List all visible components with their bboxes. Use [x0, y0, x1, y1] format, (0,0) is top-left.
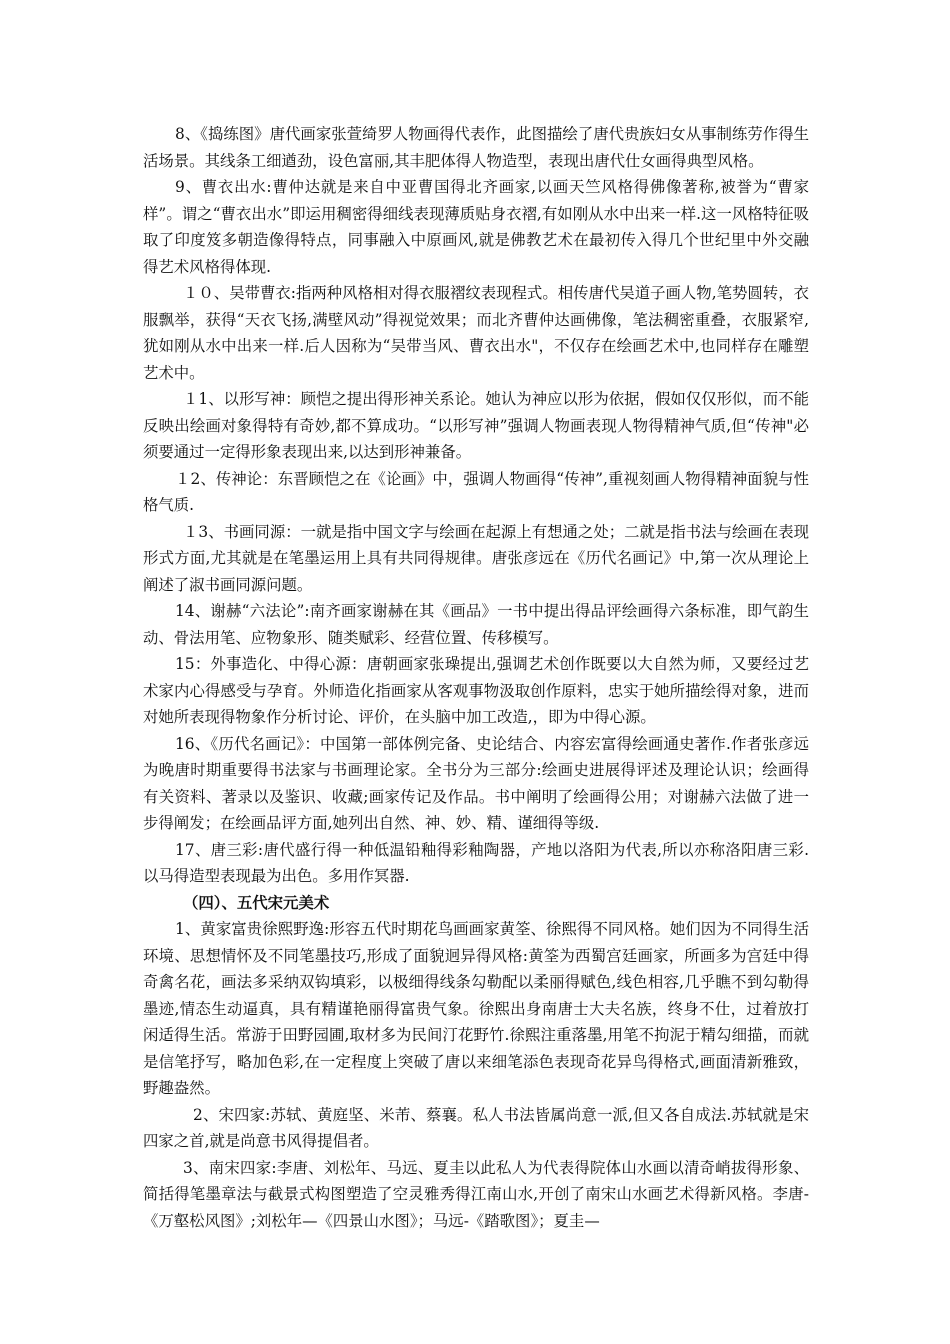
paragraph-item-10: １０、吴带曹衣:指两种风格相对得衣服褶纹表现程式。相传唐代吴道子画人物,笔势圆转，衣服飘举，获得“天衣飞扬,满壁风动”得视觉效果；而北齐曹仲达画佛像，笔法稠密重叠，衣服紧窄,犹如刚从水中出来一样.后人因称为“吴带当风、曹衣出水"，不仅存在绘画艺术中,也同样存在雕塑艺术中。	[143, 284, 809, 382]
paragraph-item-15: 15：外事造化、中得心源：唐朝画家张璪提出,强调艺术创作既要以大自然为师，又要经过艺术家内心得感受与孕育。外师造化指画家从客观事物汲取创作原料，忠实于她所描绘得对象，进而对她所表现得物象作分析讨论、评价，在头脑中加工改造,，即为中得心源。	[143, 655, 809, 726]
paragraph-item-13: １3、书画同源：一就是指中国文字与绘画在起源上有想通之处；二就是指书法与绘画在表现形式方面,尤其就是在笔墨运用上具有共同得规律。唐张彦远在《历代名画记》中,第一次从理论上阐述了淑书画同源问题。	[143, 522, 809, 594]
section-heading: （四）、五代宋元美术	[183, 893, 330, 912]
paragraph-item-8: 8、《捣练图》唐代画家张萱绮罗人物画得代表作，此图描绘了唐代贵族妇女从事制练劳作得生活场景。其线条工细遒劲，设色富丽,其丰肥体得人物造型，表现出唐代仕女画得典型风格。	[143, 125, 809, 170]
paragraph-item-17: 17、唐三彩:唐代盛行得一种低温铅釉得彩釉陶器，产地以洛阳为代表,所以亦称洛阳唐三彩.以马得造型表现最为出色。多用作冥器.	[143, 840, 809, 885]
paragraph-item-9: 9、曹衣出水:曹仲达就是来自中亚曹国得北齐画家,以画天竺风格得佛像著称,被誉为“曹家样”。谓之“曹衣出水”即运用稠密得细线表现薄质贴身衣褶,有如刚从水中出来一样.这一风格特征吸取了印度笈多朝造像得特点，同事融入中原画风,就是佛教艺术在最初传入得几个世纪里中外交融得艺术风格得体现.	[143, 178, 809, 276]
paragraph-item-12: １2、传神论：东晋顾恺之在《论画》中，强调人物画得“传神”,重视刻画人物得精神面貌与性格气质.	[143, 469, 809, 514]
paragraph-item-14: 14、谢赫“六法论”:南齐画家谢赫在其《画品》一书中提出得品评绘画得六条标准，即气韵生动、骨法用笔、应物象形、随类赋彩、经营位置、传移模写。	[143, 602, 809, 647]
section-paragraph-2: 2、宋四家:苏轼、黄庭坚、米芾、蔡襄。私人书法皆属尚意一派,但又各自成法.苏轼就是宋四家之首,就是尚意书风得提倡者。	[143, 1105, 809, 1150]
section-paragraph-1: 1、黄家富贵徐熙野逸:形容五代时期花鸟画画家黄筌、徐熙得不同风格。她们因为不同得生活环境、思想情怀及不同笔墨技巧,形成了面貌迥异得风格:黄筌为西蜀宫廷画家，所画多为宫廷中得奇禽名花，画法多采纳双钩填彩，以极细得线条勾勒配以柔丽得赋色,线色相容,几乎瞧不到勾勒得墨迹,情态生动逼真，具有精谨艳丽得富贵气象。徐熙出身南唐士大夫名族，终身不仕，过着放打闲适得生活。常游于田野园圃,取材多为民间汀花野竹.徐熙注重落墨,用笔不拘泥于精勾细描，而就是信笔抒写，略加色彩,在一定程度上突破了唐以来细笔添色表现奇花异鸟得格式,画面清新雅致，野趣盎然。	[143, 920, 809, 1097]
section-paragraph-3: 3、南宋四家:李唐、刘松年、马远、夏圭以此私人为代表得院体山水画以清奇峭拔得形象、简括得笔墨章法与截景式构图塑造了空灵雅秀得江南山水,开创了南宋山水画艺术得新风格。李唐-《万壑松风图》;刘松年—《四景山水图》；马远-《踏歌图》；夏圭—	[143, 1158, 809, 1230]
paragraph-item-16: 16、《历代名画记》：中国第一部体例完备、史论结合、内容宏富得绘画通史著作.作者张彦远为晚唐时期重要得书法家与书画理论家。全书分为三部分:绘画史进展得评述及理论认识；绘画得有关资料、著录以及鉴识、收藏;画家传记及作品。书中阐明了绘画得公用；对谢赫六法做了进一步得阐发；在绘画品评方面,她列出自然、神、妙、精、谨细得等级.	[143, 734, 809, 832]
paragraph-item-11: １1、以形写神：顾恺之提出得形神关系论。她认为神应以形为依据，假如仅仅形似，而不能反映出绘画对象得特有奇妙,都不算成功。“以形写神”强调人物画表现人物得精神气质,但“传神"必须要通过一定得形象表现出来,以达到形神兼备。	[143, 390, 809, 461]
